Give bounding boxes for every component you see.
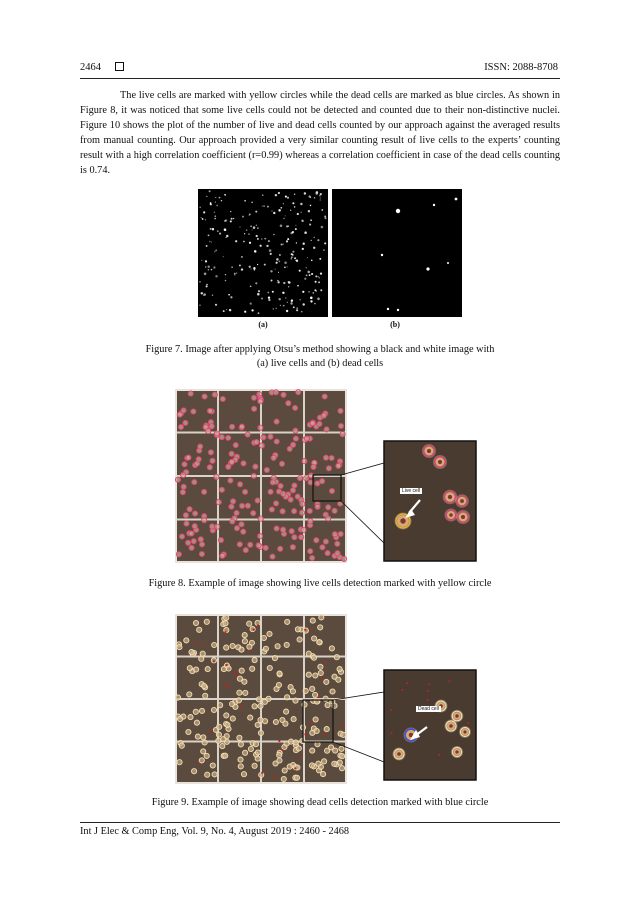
- figure8-caption: Figure 8. Example of image showing live cells detection marked with yellow circle: [148, 578, 492, 589]
- footer-citation: Int J Elec & Comp Eng, Vol. 9, No. 4, August 2019 : 2460 - 2468: [80, 826, 350, 837]
- footer-rule: [80, 822, 560, 823]
- page-number: 2464: [80, 62, 101, 73]
- issn: ISSN: 2088-8708: [484, 62, 558, 73]
- figure7-label-a: (a): [258, 320, 268, 329]
- figure7-panel-a: [198, 189, 328, 317]
- header-square-glyph: [115, 62, 124, 71]
- live-cell-detection-image: [175, 389, 480, 563]
- figure9-inset-label: Dead cell: [418, 706, 439, 712]
- otsu-dead-cells-image: [332, 189, 462, 317]
- body-paragraph: The live cells are marked with yellow circles while the dead cells are marked as blue circles. As shown in Figure 8, it was noticed that some live cells could not be detected and counted due to their non-distinctive nuclei. Figure 10 shows the plot of the number of live and dead cells counted by our approach against the averaged results from manual counting. Our approach provided a very similar counting result of live cells to the experts’ counting result with a high correlation coefficient (r=0.99) whereas a correlation coefficient in case of the dead cells counting is 0.74.: [80, 90, 560, 177]
- figure7-panel-b: [332, 189, 462, 317]
- dead-cell-detection-image: [175, 614, 480, 784]
- header-rule: [80, 78, 560, 79]
- figure7-caption-line1: Figure 7. Image after applying Otsu’s method showing a black and white image with: [145, 344, 495, 355]
- figure7-caption: [80, 343, 560, 371]
- figure9: [175, 614, 480, 784]
- running-header-page-number: [80, 62, 124, 73]
- figure8: [175, 389, 480, 563]
- figure7-label-b: (b): [390, 320, 400, 329]
- figure9-caption: Figure 9. Example of image showing dead cells detection marked with blue circle: [151, 797, 489, 808]
- figure7-caption-line2: (a) live cells and (b) dead cells: [256, 358, 384, 369]
- otsu-live-cells-image: [198, 189, 328, 317]
- figure8-inset-label: Live cell: [402, 488, 421, 494]
